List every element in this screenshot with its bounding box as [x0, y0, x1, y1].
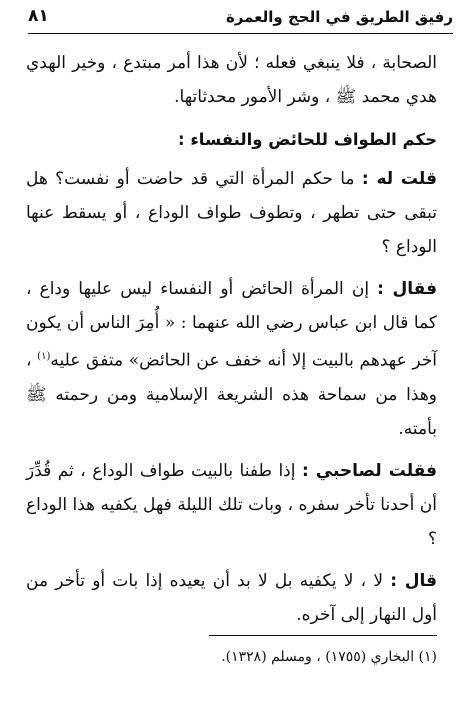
header-divider [28, 33, 453, 34]
paragraph-text: ما حكم المرأة التي قد حاضت أو نفست؟ هل تبقى حتى تطهر ، وتطوف طواف الوداع ، أو يسقط عنها الوداع ؟ [26, 169, 437, 257]
paragraph-text: إذا طفنا بالبيت طواف الوداع ، ثم قُدِّرَ أن أحدنا تأخر سفره ، وبات تلك الليلة فهل يكفيه هذا الوداع ؟ [26, 460, 437, 549]
page-body [26, 46, 437, 640]
page-header [28, 6, 453, 30]
footnote: (١) البخاري (١٧٥٥) ، ومسلم (١٣٢٨). [221, 649, 437, 665]
paragraph-text: إن المرأة الحائض أو النفساء ليس عليها وداع ، كما قال ابن عباس رضي الله عنهما : « أُمِرَ الناس أن يكون آخر عهدهم بالبيت إلا أنه خفف عن الحائض» متفق عليه [26, 279, 438, 371]
paragraph-2 [26, 162, 437, 264]
paragraph-3 [26, 272, 437, 446]
section-heading: حكم الطواف للحائض والنفساء : [178, 130, 437, 149]
speaker-label: فقال : [377, 279, 438, 299]
paragraph-text: لا ، لا يكفيه بل لا بد أن يعيده إذا بات أو تأخر من أول النهار إلى آخره. [26, 570, 437, 625]
speaker-label: قال : [390, 570, 437, 591]
speaker-label: قلت له : [361, 169, 437, 189]
paragraph-text: ، وهذا من سماحة هذه الشريعة الإسلامية ومن رحمته ﷺ بأمته. [26, 350, 437, 439]
speaker-label: فقلت لصاحبي : [301, 460, 437, 481]
running-title: رفيق الطريق في الحج والعمرة [225, 8, 453, 26]
paragraph-4 [26, 454, 437, 556]
paragraph-5 [26, 564, 437, 632]
paragraph-1: الصحابة ، فلا ينبغي فعله ؛ لأن هذا أمر مبتدع ، وخير الهدي هدي محمد ﷺ ، وشر الأمور محدثاتها. [26, 53, 437, 107]
page-number: ٨١ [28, 6, 49, 26]
footnote-marker: (١) [37, 351, 51, 362]
footnote-divider [209, 635, 437, 636]
